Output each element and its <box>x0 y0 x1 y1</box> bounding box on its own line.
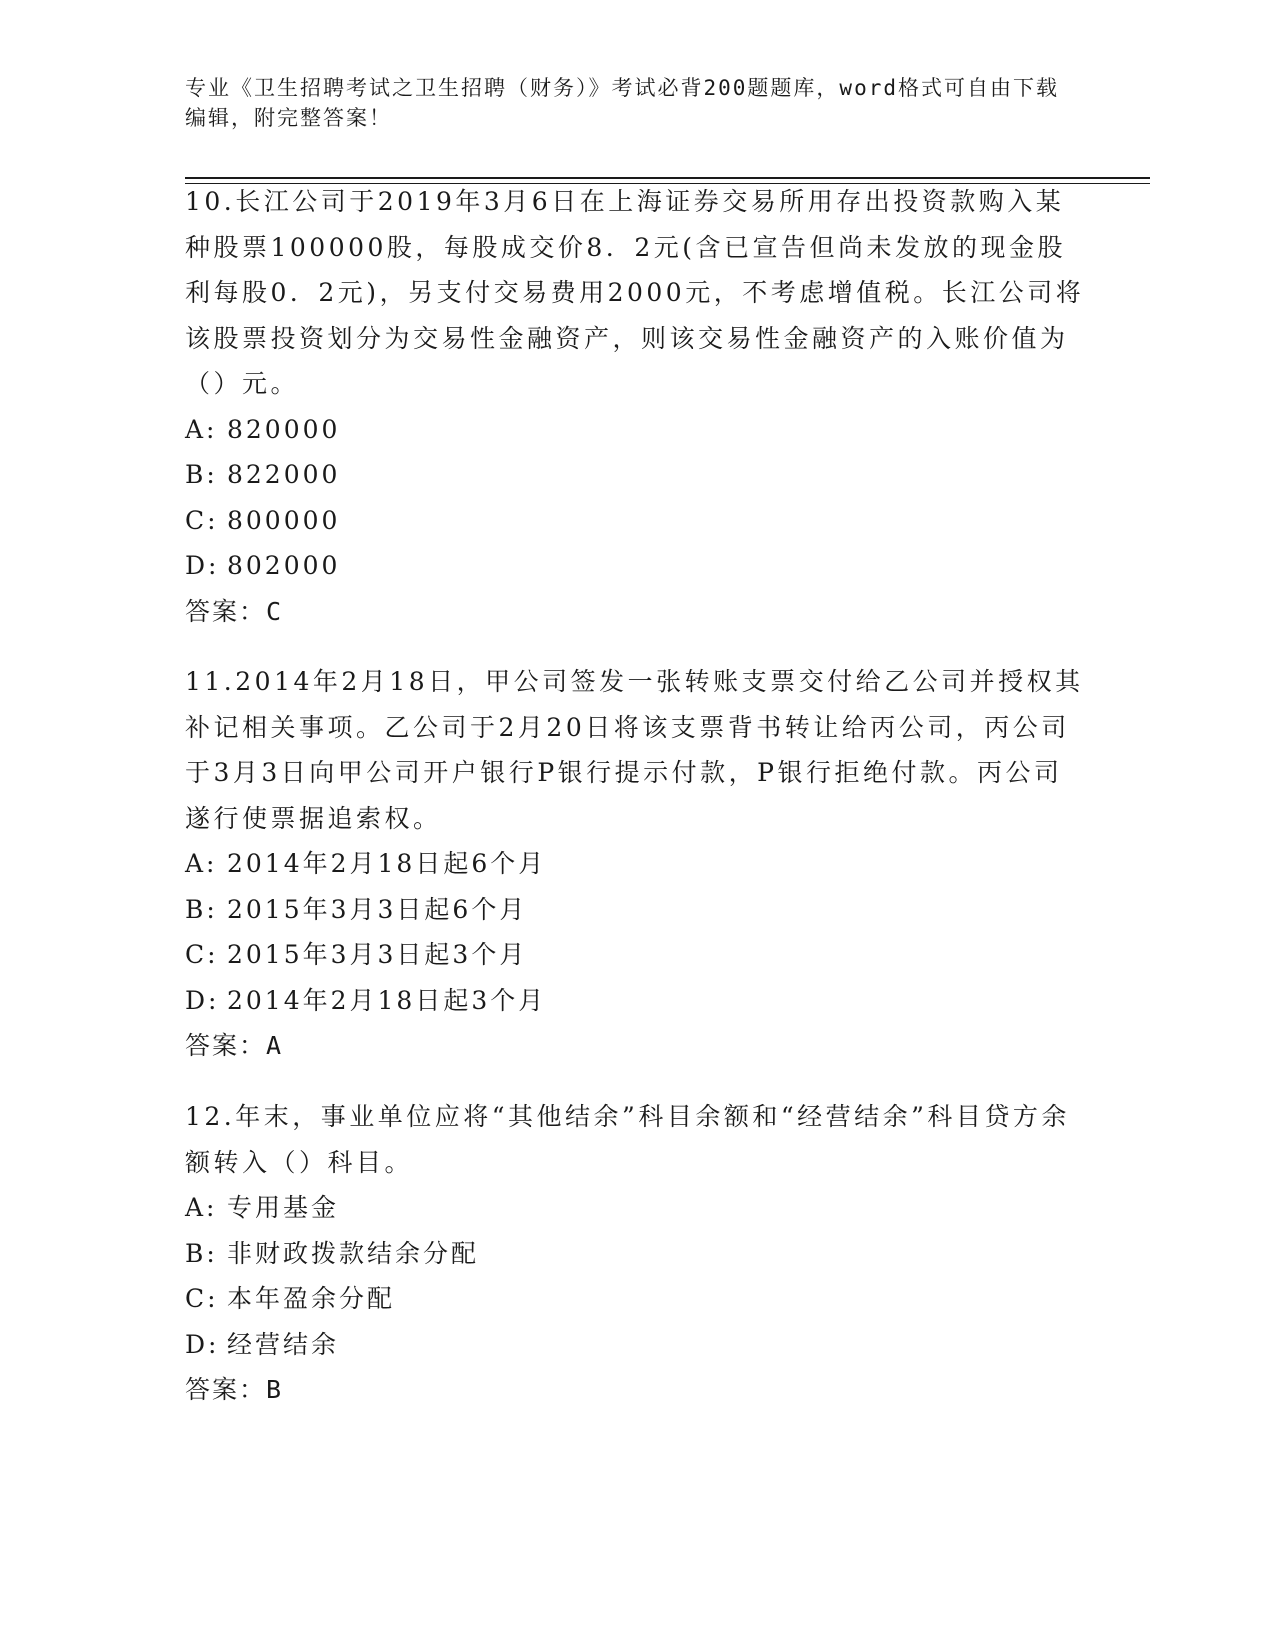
option-text: 2014年2月18日起3个月 <box>227 985 547 1015</box>
option-text: 专用基金 <box>227 1193 340 1222</box>
option-text: 802000 <box>227 551 341 580</box>
option-letter: C: <box>185 505 219 535</box>
option-a <box>185 1185 1085 1231</box>
option-text: 2015年3月3日起3个月 <box>227 940 528 969</box>
option-b <box>185 887 1085 933</box>
answer-line: 答案：B <box>185 1375 284 1404</box>
option-text: 820000 <box>227 414 341 444</box>
option-letter: A: <box>185 414 218 444</box>
option-letter: D: <box>185 1329 220 1359</box>
option-letter: A: <box>185 849 218 878</box>
option-d <box>185 1322 1085 1368</box>
option-text: 经营结余 <box>227 1329 340 1359</box>
option-text: 2015年3月3日起6个月 <box>227 894 528 924</box>
option-text: 本年盈余分配 <box>227 1284 396 1313</box>
option-letter: D: <box>185 551 220 580</box>
option-text: 822000 <box>227 460 341 489</box>
question-12 <box>185 1094 1085 1413</box>
option-a <box>185 407 1085 453</box>
option-d <box>185 543 1085 589</box>
option-a <box>185 841 1085 887</box>
option-text: 2014年2月18日起6个月 <box>227 849 547 878</box>
option-b <box>185 1231 1085 1277</box>
option-letter: D: <box>185 985 220 1015</box>
option-text: 非财政拨款结余分配 <box>227 1238 480 1268</box>
option-letter: B: <box>185 894 218 924</box>
option-letter: B: <box>185 1238 218 1268</box>
option-letter: C: <box>185 940 219 969</box>
option-c <box>185 1276 1085 1322</box>
document-header: 专业《卫生招聘考试之卫生招聘（财务）》考试必背200题题库，word格式可自由下载编辑，附完整答案！ <box>185 76 1059 130</box>
option-c <box>185 932 1085 978</box>
question-stem: 10.长江公司于2019年3月6日在上海证券交易所用存出投资款购入某种股票100000股，每股成交价8．2元(含已宣告但尚未发放的现金股利每股0．2元)，另支付交易费用2000元，不考虑增值税。长江公司将该股票投资划分为交易性金融资产，则该交易性金融资产的入账价值为（）元。 <box>185 187 1085 398</box>
option-letter: A: <box>185 1193 218 1222</box>
question-11 <box>185 659 1085 1069</box>
answer-line: 答案：C <box>185 596 284 626</box>
option-c <box>185 498 1085 544</box>
question-stem: 11.2014年2月18日，甲公司签发一张转账支票交付给乙公司并授权其补记相关事项。乙公司于2月20日将该支票背书转让给丙公司，丙公司于3月3日向甲公司开户银行P银行提示付款，P银行拒绝付款。丙公司遂行使票据追索权。 <box>185 667 1084 833</box>
option-letter: C: <box>185 1284 219 1313</box>
answer-line: 答案：A <box>185 1031 284 1060</box>
option-text: 800000 <box>227 505 341 535</box>
question-10 <box>185 179 1085 634</box>
option-letter: B: <box>185 460 218 489</box>
option-b <box>185 452 1085 498</box>
option-d <box>185 978 1085 1024</box>
question-stem: 12.年末，事业单位应将“其他结余”科目余额和“经营结余”科目贷方余额转入（）科目。 <box>185 1102 1070 1177</box>
